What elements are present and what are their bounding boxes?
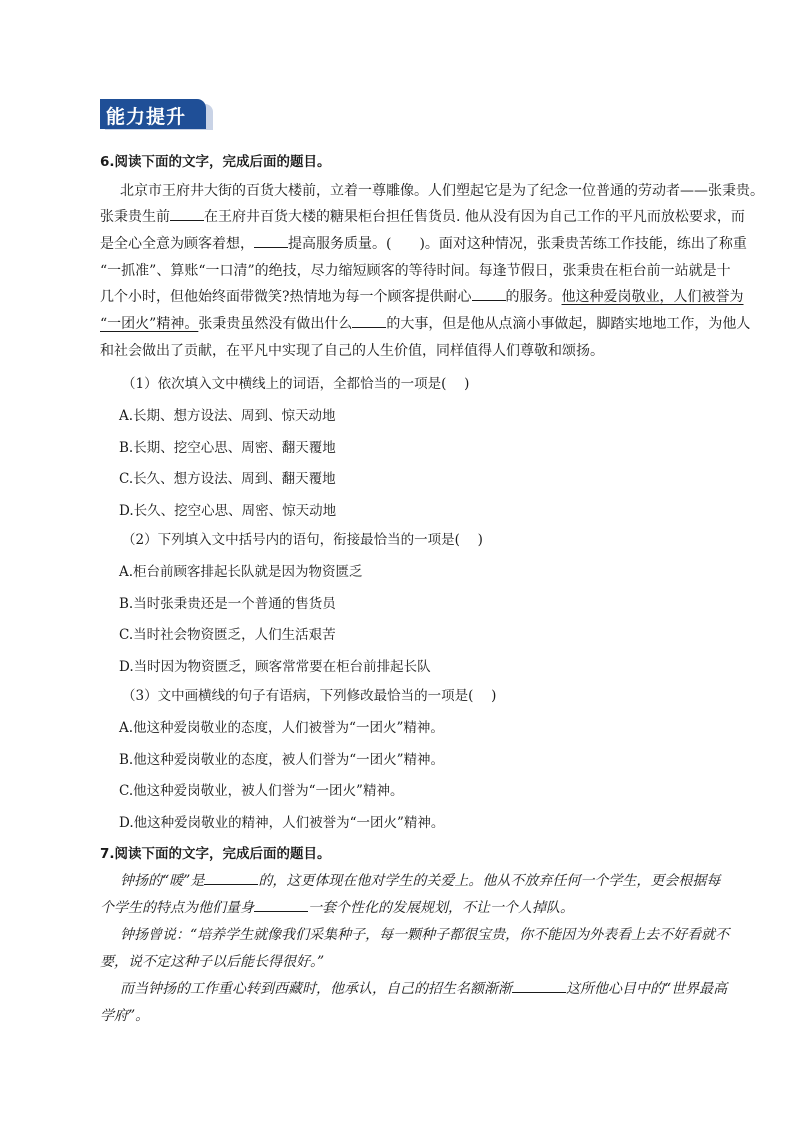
- passage-line-6: “一团火”精神。张秉贵虽然没有做出什么 的大事，但是他从点滴小事做起，脚踏实地地工作，为他人: [100, 313, 750, 333]
- sub3-option-b[interactable]: B.他这种爱岗敬业的态度，被人们誉为“一团火”精神。: [119, 752, 445, 768]
- q7-blank-1[interactable]: [204, 870, 258, 885]
- fill-blank-2[interactable]: [254, 233, 288, 248]
- q7-blank-3[interactable]: [512, 978, 566, 993]
- passage-line-5: 几个小时，但他始终面带微笑?热情地为每一个顾客提供耐心 的服务。他这种爱岗敬业，人们被誉为: [100, 286, 744, 306]
- underlined-sentence-part-1: 他这种爱岗敬业，人们被誉为: [561, 289, 744, 305]
- passage-line-4: “一抓准”、算账“一口清”的绝技，尽力缩短顾客的等待时间。每逢节假日，张秉贵在柜台前一站就是十: [100, 263, 731, 279]
- sub3-option-d[interactable]: D.他这种爱岗敬业的精神，人们被誉为“一团火”精神。: [119, 815, 445, 831]
- section-title: 能力提升: [106, 106, 187, 128]
- sub2-option-c[interactable]: C.当时社会物资匮乏，人们生活艰苦: [119, 627, 336, 643]
- q7-line-2: 个学生的特点为他们量身 一套个性化的发展规划，不让一个人掉队。: [100, 897, 574, 917]
- sub-question-3-stem: （3）文中画横线的句子有语病，下列修改最恰当的一项是( ): [122, 688, 497, 704]
- sub3-option-c[interactable]: C.他这种爱岗敬业，被人们誉为“一团火”精神。: [119, 783, 404, 799]
- sub2-option-b[interactable]: B.当时张秉贵还是一个普通的售货员: [119, 596, 336, 612]
- q7-line-5: 而当钟扬的工作重心转到西藏时，他承认，自己的招生名额渐渐 这所他心目中的“世界最高: [120, 978, 727, 998]
- q7-line-1: 钟扬的“暖”是 的，这更体现在他对学生的关爱上。他从不放弃任何一个学生，更会根据每: [120, 870, 720, 890]
- underlined-sentence-part-2: “一团火”精神。: [100, 316, 199, 332]
- sub1-option-c[interactable]: C.长久、想方设法、周到、翻天覆地: [119, 471, 336, 487]
- q7-line-4: 要，说不定这种子以后能长得很好。”: [100, 954, 325, 970]
- passage-line-3: 是全心全意为顾客着想， 提高服务质量。( )。面对这种情况，张秉贵苦练工作技能，练出了称重: [100, 233, 747, 253]
- question-6-title: 6.阅读下面的文字，完成后面的题目。: [100, 154, 331, 170]
- sub2-option-a[interactable]: A.柜台前顾客排起长队就是因为物资匮乏: [119, 564, 363, 580]
- sub1-option-a[interactable]: A.长期、想方设法、周到、惊天动地: [119, 408, 336, 424]
- passage-line-2: 张秉贵生前 在王府井百货大楼的糖果柜台担任售货员. 他从没有因为自己工作的平凡而放松要求，而: [100, 206, 745, 226]
- q7-blank-2[interactable]: [254, 897, 308, 912]
- sub1-option-b[interactable]: B.长期、挖空心思、周密、翻天覆地: [119, 440, 336, 456]
- sub1-option-d[interactable]: D.长久、挖空心思、周密、惊天动地: [119, 503, 337, 519]
- sub-question-1-stem: （1）依次填入文中横线上的词语，全都恰当的一项是( ): [122, 376, 470, 392]
- fill-blank-4[interactable]: [352, 313, 386, 328]
- passage-line-1: 北京市王府井大街的百货大楼前，立着一尊雕像。人们塑起它是为了纪念一位普通的劳动者——张秉贵。: [120, 183, 764, 199]
- sub3-option-a[interactable]: A.他这种爱岗敬业的态度，人们被誉为“一团火”精神。: [119, 720, 444, 736]
- question-7-title: 7.阅读下面的文字，完成后面的题目。: [100, 846, 331, 862]
- sub2-option-d[interactable]: D.当时因为物资匮乏，顾客常常要在柜台前排起长队: [119, 659, 431, 675]
- q7-line-3: 钟扬曾说：“培养学生就像我们采集种子，每一颗种子都很宝贵，你不能因为外表看上去不好看就不: [120, 927, 730, 943]
- fill-blank-3[interactable]: [472, 286, 506, 301]
- sub-question-2-stem: （2）下列填入文中括号内的语句，衔接最恰当的一项是( ): [122, 532, 483, 548]
- fill-blank-1[interactable]: [170, 206, 204, 221]
- passage-line-7: 和社会做出了贡献，在平凡中实现了自己的人生价值，同样值得人们尊敬和颂扬。: [100, 343, 604, 359]
- q7-line-6: 学府”。: [100, 1008, 150, 1024]
- section-badge: [100, 99, 213, 130]
